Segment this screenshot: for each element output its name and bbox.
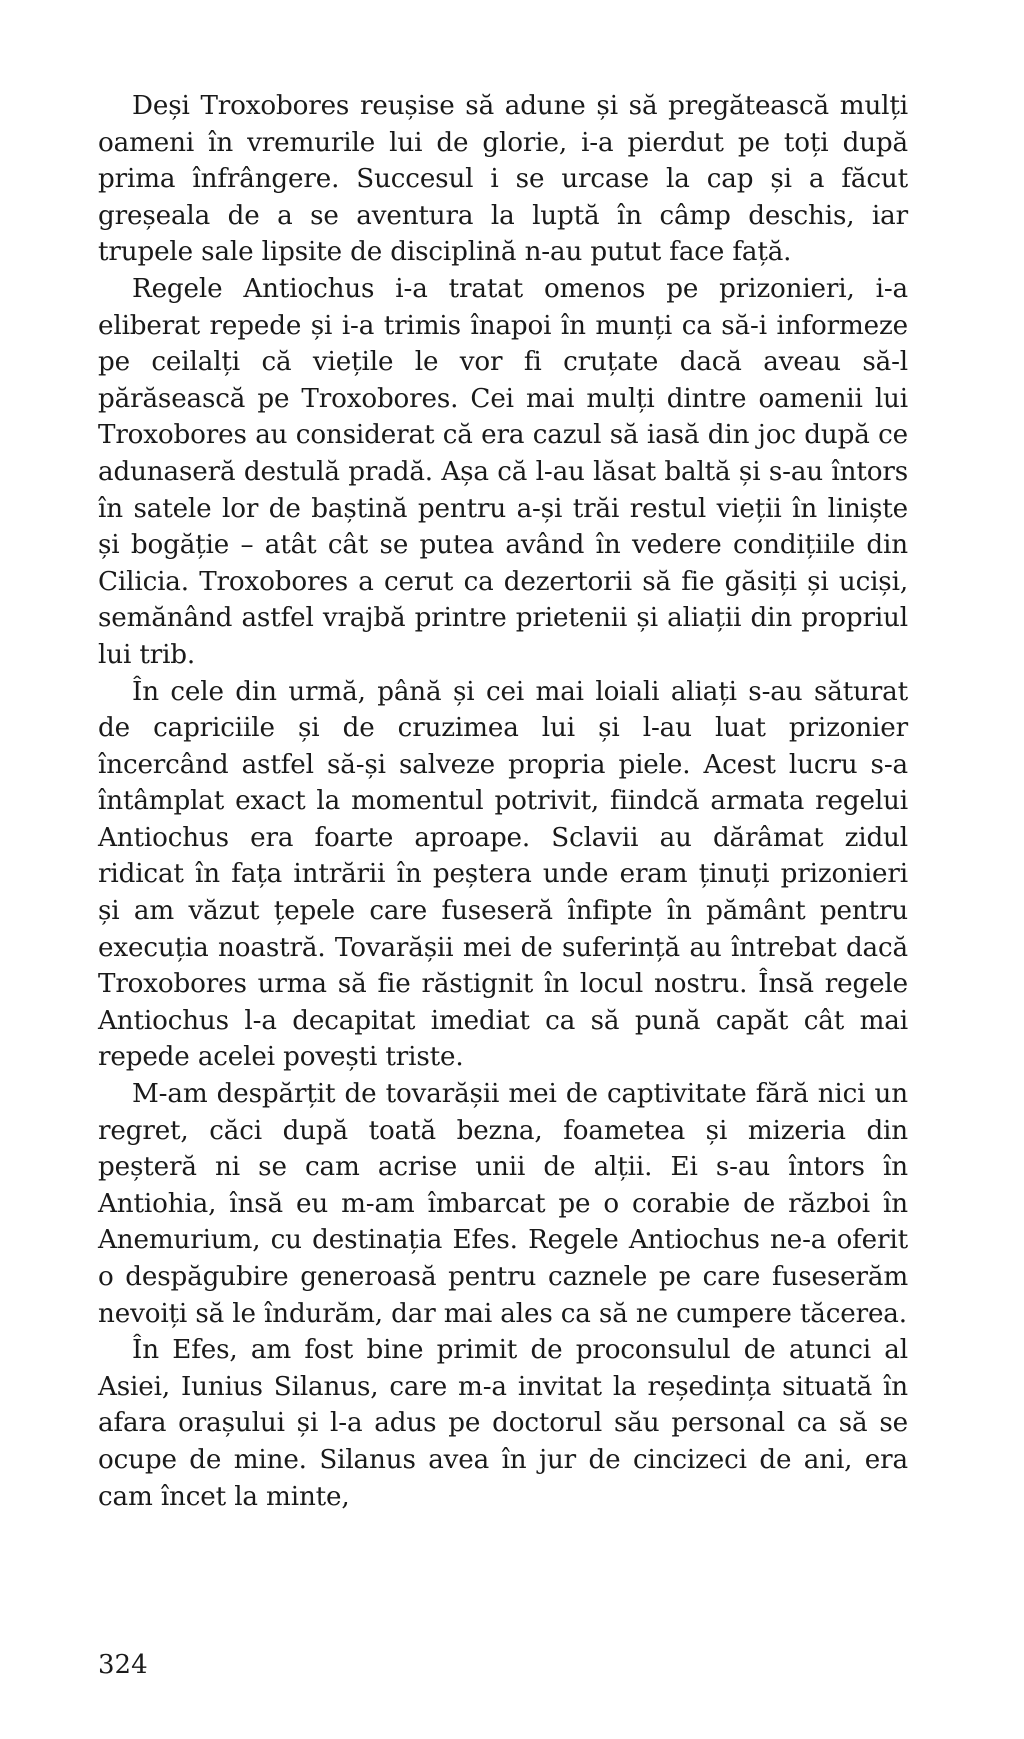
paragraph-1: Deși Troxobores reușise să adune și să pregătească mulți oameni în vremurile lui de glorie, i-a pierdut pe toți după prima înfrângere. Succesul i se urcase la cap și a făcut greșeala de a se aventura la luptă în câmp deschis, iar trupele sale lipsite de disciplină n-au putut face față.: [98, 91, 908, 268]
paragraph-2: Regele Antiochus i-a tratat omenos pe prizonieri, i-a eliberat repede și i-a trimis înapoi în munți ca să-i informeze pe ceilalți că viețile le vor fi cruțate dacă aveau să-l părăsească pe Troxobores. Cei mai mulți dintre oamenii lui Troxobores au considerat că era cazul să iasă din joc după ce adunaseră destulă pradă. Așa că l-au lăsat baltă și s-au întors în satele lor de baștină pentru a-și trăi restul vieții în liniște și bogăție – atât cât se putea având în vedere condițiile din Cilicia. Troxobores a cerut ca dezertorii să fie găsiți și uciși, semănând astfel vrajbă printre prietenii și aliații din propriul lui trib.: [98, 273, 908, 670]
body-text: [98, 88, 908, 1515]
paragraph-4: M-am despărțit de tovarășii mei de captivitate fără nici un regret, căci după toată bezna, foametea și mizeria din peșteră ni se cam acrise unii de alții. Ei s-au întors în Antiohia, însă eu m-am îmbarcat pe o corabie de război în Anemurium, cu destinația Efes. Regele Antiochus ne-a oferit o despăgubire generoasă pentru caznele pe care fuseserăm nevoiți să le îndurăm, dar mai ales ca să ne cumpere tăcerea.: [98, 1079, 908, 1329]
page-number: 324: [98, 1650, 148, 1680]
paragraph-5: În Efes, am fost bine primit de proconsulul de atunci al Asiei, Iunius Silanus, care m-a invitat la reședința situată în afara orașului și l-a adus pe doctorul său personal ca să se ocupe de mine. Silanus avea în jur de cincizeci de ani, era cam încet la minte,: [98, 1335, 908, 1512]
paragraph-3: În cele din urmă, până și cei mai loiali aliați s-au săturat de capriciile și de cruzimea lui și l-au luat prizonier încercând astfel să-și salveze propria piele. Acest lucru s-a întâmplat exact la momentul potrivit, fiindcă armata regelui Antiochus era foarte aproape. Sclavii au dărâmat zidul ridicat în fața intrării în peștera unde eram ținuți prizonieri și am văzut țepele care fuseseră înfipte în pământ pentru execuția noastră. Tovarășii mei de suferință au întrebat dacă Troxobores urma să fie răstignit în locul nostru. Însă regele Antiochus l-a decapitat imediat ca să pună capăt cât mai repede acelei povești triste.: [98, 676, 908, 1073]
